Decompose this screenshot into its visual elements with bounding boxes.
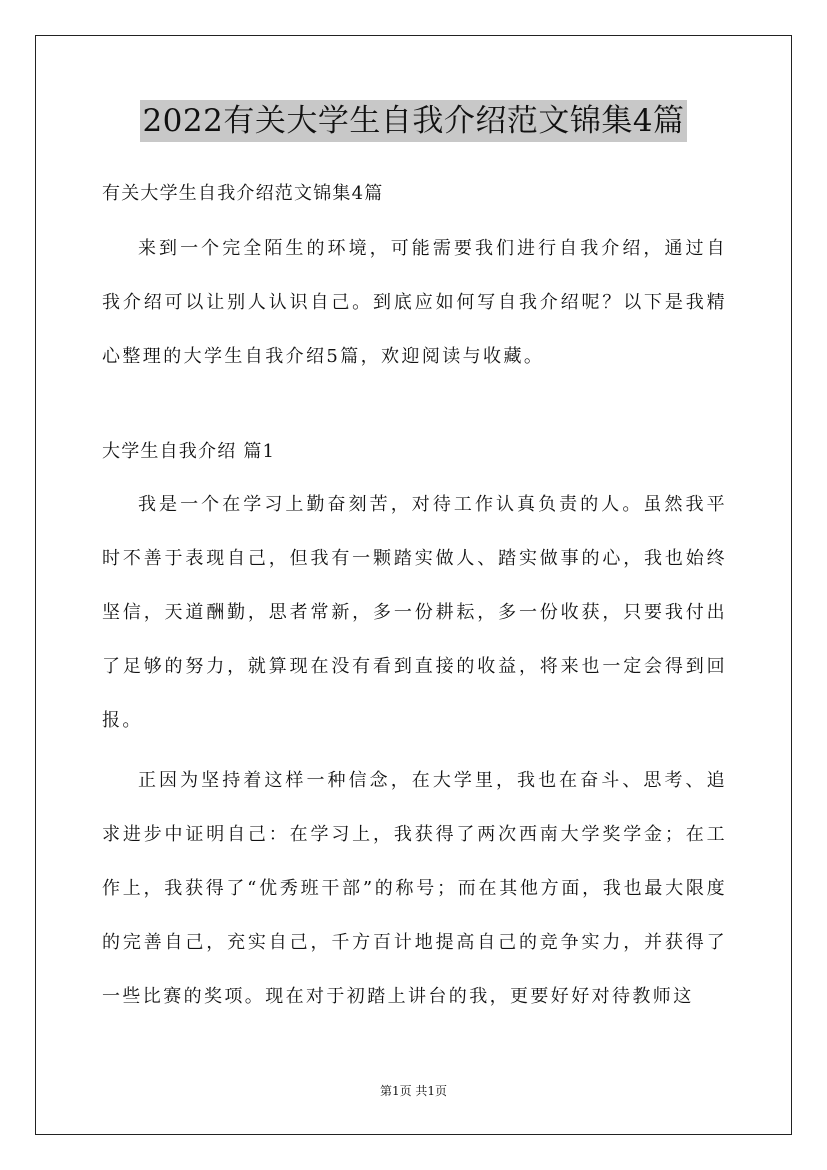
document-body (102, 172, 727, 1024)
body-paragraph: 我是一个在学习上勤奋刻苦，对待工作认真负责的人。虽然我平时不善于表现自己，但我有一颗踏实做人、踏实做事的心，我也始终坚信，天道酬勤，思者常新，多一份耕耘，多一份收获，只要我付出了足够的努力，就算现在没有看到直接的收益，将来也一定会得到回报。 (102, 494, 727, 731)
section-heading: 大学生自我介绍 篇1 (102, 441, 276, 462)
document-subtitle: 有关大学生自我介绍范文锦集4篇 (102, 183, 384, 204)
page-footer: 第1页 共1页 (379, 1084, 448, 1098)
document-title: 2022有关大学生自我介绍范文锦集4篇 (140, 100, 686, 142)
intro-paragraph: 来到一个完全陌生的环境，可能需要我们进行自我介绍，通过自我介绍可以让别人认识自己。到底应如何写自我介绍呢？以下是我精心整理的大学生自我介绍5篇，欢迎阅读与收藏。 (102, 238, 727, 367)
title-container (0, 100, 827, 142)
body-paragraph: 正因为坚持着这样一种信念，在大学里，我也在奋斗、思考、追求进步中证明自己：在学习上，我获得了两次西南大学奖学金；在工作上，我获得了“优秀班干部”的称号；而在其他方面，我也最大限度的完善自己，充实自己，千方百计地提高自己的竞争实力，并获得了一些比赛的奖项。现在对于初踏上讲台的我，更要好好对待教师这 (102, 770, 727, 1007)
